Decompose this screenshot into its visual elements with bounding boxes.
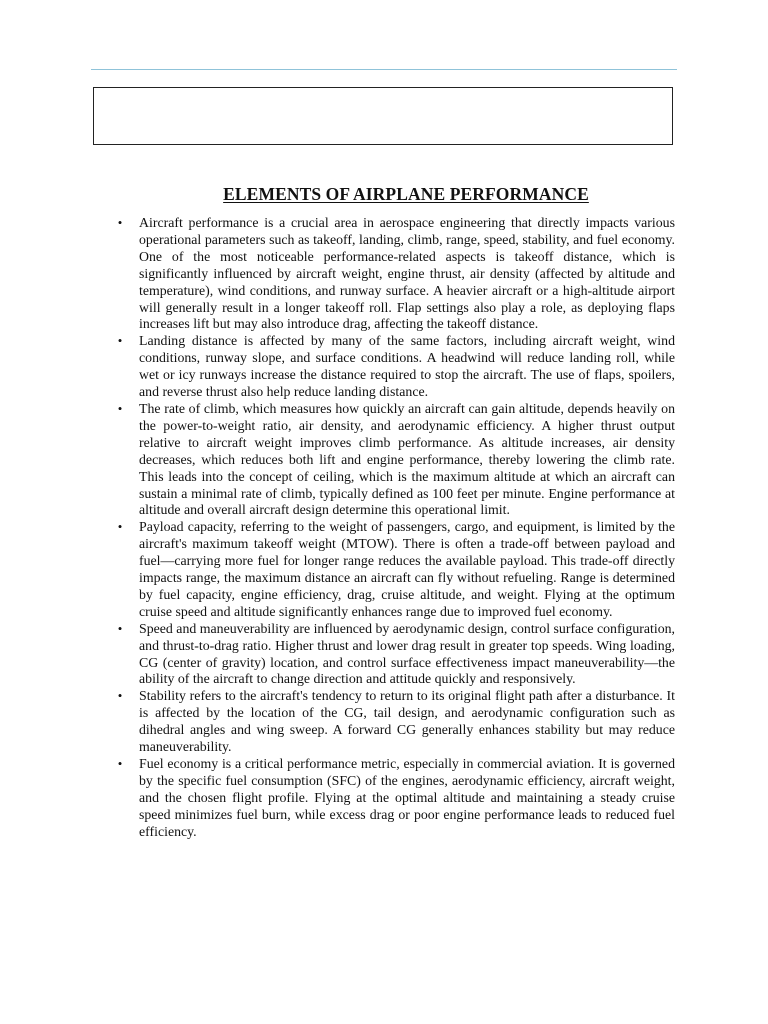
bullet-icon: • (117, 519, 123, 535)
paragraph-text: Fuel economy is a critical performance metric, especially in commercial aviation. It is governed by the specific fuel consumption (SFC) of the engines, aerodynamic efficiency, aircraft weight, and the chosen flight profile. Flying at the optimal altitude and maintaining a steady cruise speed minimizes fuel burn, while excess drag or poor engine performance leads to reduced fuel efficiency. (139, 756, 675, 839)
bullet-icon: • (117, 756, 123, 771)
list-item (117, 756, 675, 841)
header-box (93, 87, 673, 145)
bullet-icon: • (117, 400, 123, 416)
paragraph-text: Payload capacity, referring to the weight of passengers, cargo, and equipment, is limited by the aircraft's maximum takeoff weight (MTOW). There is often a trade-off between payload and fuel—carrying more fuel for longer range reduces the available payload. This trade-off directly impacts range, the maximum distance an aircraft can fly without refueling. Range is determined by fuel capacity, engine efficiency, drag, cruise altitude, and weight. Flying at the optimum cruise speed and altitude significantly enhances range due to improved fuel economy. (139, 519, 675, 619)
bullet-list (117, 215, 675, 841)
list-item (117, 688, 675, 756)
paragraph-text: Landing distance is affected by many of the same factors, including aircraft weight, wind conditions, runway slope, and surface conditions. A headwind will reduce landing roll, while wet or icy runways increase the distance required to stop the aircraft. The use of flaps, spoilers, and reverse thrust also help reduce landing distance. (139, 333, 675, 400)
header-rule (91, 69, 677, 70)
list-item (117, 519, 675, 620)
document-title: ELEMENTS OF AIRPLANE PERFORMANCE (223, 184, 589, 204)
list-item (117, 215, 675, 333)
list-item (117, 400, 675, 519)
bullet-icon: • (117, 688, 123, 704)
bullet-icon: • (117, 333, 123, 349)
paragraph-text: Speed and maneuverability are influenced by aerodynamic design, control surface configuration, and thrust-to-drag ratio. Higher thrust and lower drag result in greater top speeds. Wing loading, CG (center of gravity) location, and control surface effectiveness impact maneuverability—the ability of the aircraft to change direction and attitude quickly and responsively. (139, 620, 675, 687)
bullet-icon: • (117, 215, 123, 230)
bullet-icon: • (117, 620, 123, 636)
list-item (117, 333, 675, 401)
paragraph-text: The rate of climb, which measures how quickly an aircraft can gain altitude, depends heavily on the power-to-weight ratio, air density, and aerodynamic efficiency. A higher thrust output relative to aircraft weight improves climb performance. As altitude increases, air density decreases, which reduces both lift and engine performance, thereby lowering the climb rate. This leads into the concept of ceiling, which is the maximum altitude at which an aircraft can sustain a minimal rate of climb, typically defined as 100 feet per minute. Engine performance at altitude and overall aircraft design determine this operational limit. (139, 400, 675, 518)
list-item (117, 620, 675, 689)
paragraph-text: Stability refers to the aircraft's tendency to return to its original flight path after a disturbance. It is affected by the location of the CG, tail design, and aerodynamic configuration such as dihedral angles and wing sweep. A forward CG generally enhances stability but may reduce maneuverability. (139, 688, 675, 755)
paragraph-text: Aircraft performance is a crucial area in aerospace engineering that directly impacts various operational parameters such as takeoff, landing, climb, range, speed, stability, and fuel economy. One of the most noticeable performance-related aspects is takeoff distance, which is significantly influenced by aircraft weight, engine thrust, air density (affected by altitude and temperature), wind conditions, and runway surface. A heavier aircraft or a high-altitude airport will generally result in a longer takeoff roll. Flap settings also play a role, as deploying flaps increases lift but may also introduce drag, affecting the takeoff distance. (139, 215, 675, 332)
